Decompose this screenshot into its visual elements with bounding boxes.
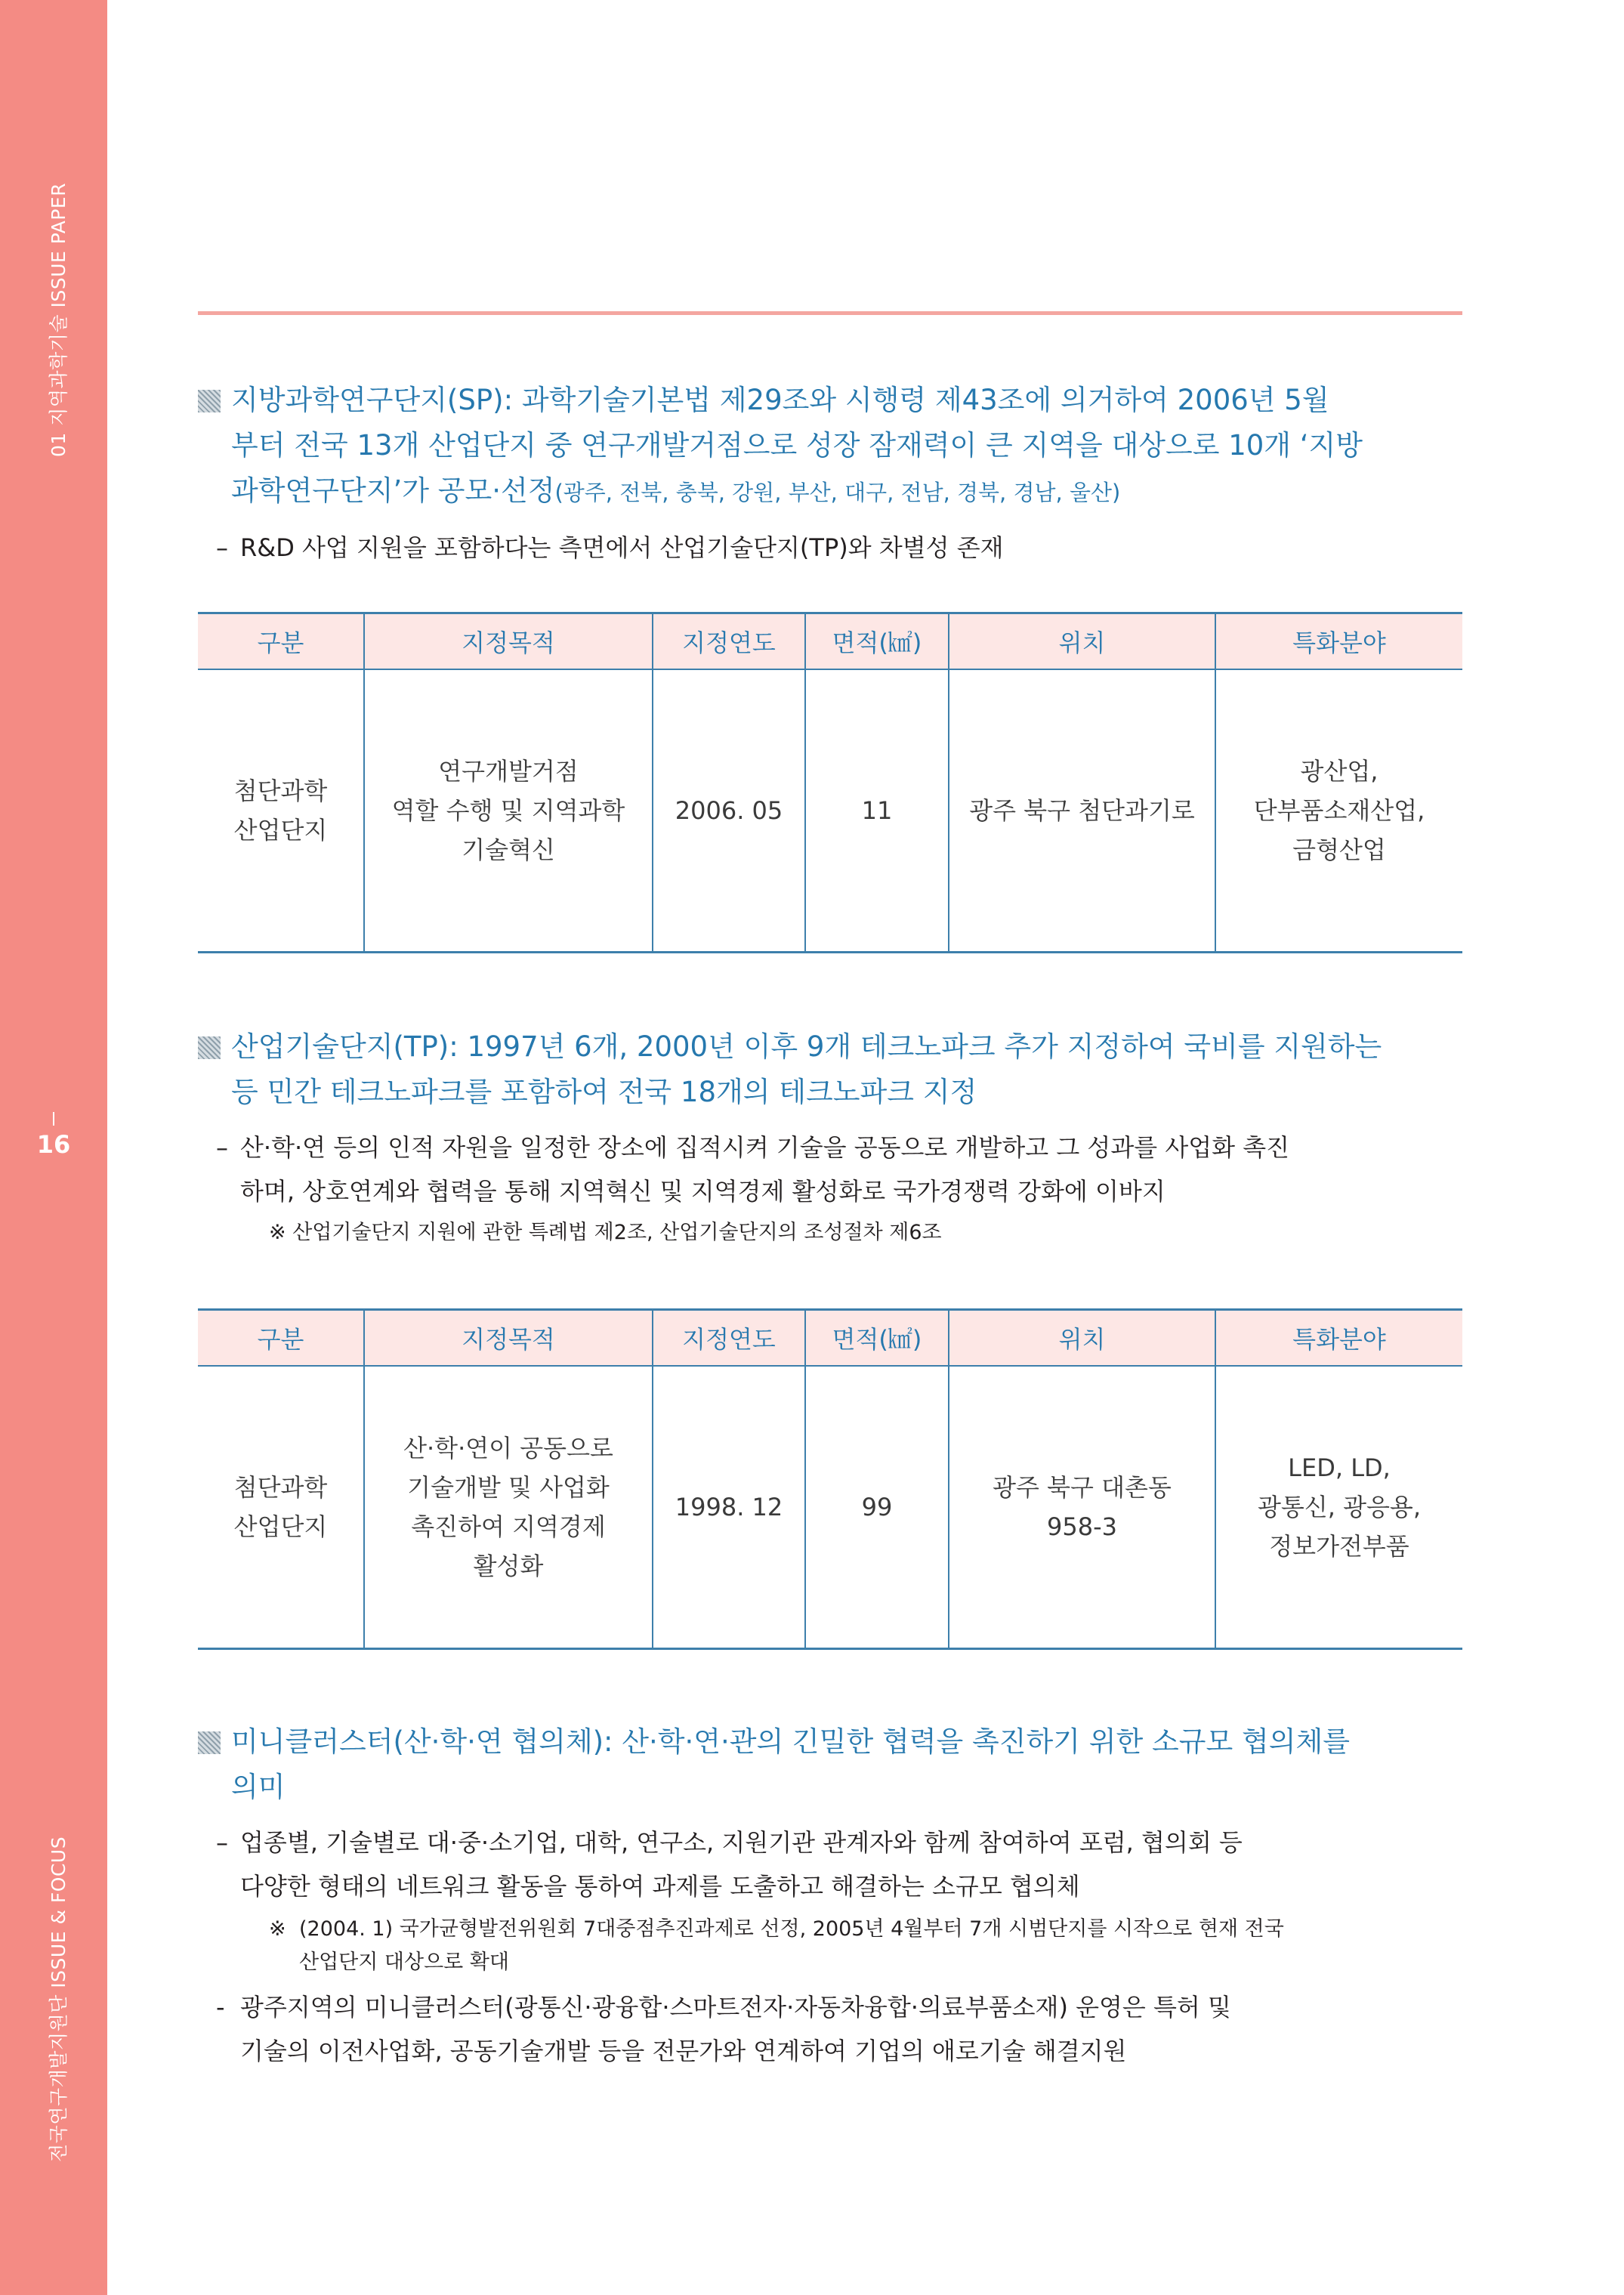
page-number: 16 xyxy=(36,1130,71,1159)
top-divider xyxy=(198,311,1462,315)
sidebar-bottom-label: 전국연구개발지원단 ISSUE & FOCUS xyxy=(48,1836,69,2162)
item-line: 광주지역의 미니클러스터(광통신·광융합·스마트전자·자동차융합·의료부품소재) 운영은 특허 및 xyxy=(240,1993,1231,2022)
section-tp-heading xyxy=(198,1024,1474,1115)
table-row xyxy=(198,1366,1462,1648)
note-line: (2004. 1) 국가균형발전위원회 7대중점추진과제로 선정, 2005년 4월부터 7개 시범단지를 시작으로 현재 전국 xyxy=(299,1917,1284,1941)
table-header: 구분 xyxy=(198,613,364,670)
cell-line: 산업단지 xyxy=(233,815,328,845)
section-tp xyxy=(198,1024,1474,1249)
section-tp-note xyxy=(198,1216,1474,1249)
section-sp-item xyxy=(198,526,1474,570)
cell-line: 첨단과학 xyxy=(233,776,328,805)
cell-line: 산·학·연이 공동으로 xyxy=(403,1433,613,1463)
table-header: 면적(㎢) xyxy=(805,613,949,670)
cell-location xyxy=(949,669,1215,952)
section-minicluster xyxy=(198,1719,1474,2073)
item-line: 다양한 형태의 네트워크 활동을 통하여 과제를 도출하고 해결하는 소규모 협의체 xyxy=(240,1872,1080,1901)
table-header: 지정목적 xyxy=(364,1310,653,1367)
page-number-tick xyxy=(53,1112,54,1126)
cell-line: 광주 북구 대촌동 xyxy=(993,1472,1172,1502)
cell-line: 금형산업 xyxy=(1292,835,1386,864)
section-minicluster-item xyxy=(198,1821,1474,1908)
item-line: 산·학·연 등의 인적 자원을 일정한 장소에 집적시켜 기술을 공동으로 개발하고 그 성과를 사업화 촉진 xyxy=(240,1133,1290,1162)
square-bullet-icon xyxy=(198,390,221,412)
cell-line: 촉진하여 지역경제 xyxy=(411,1512,606,1541)
section-tp-item xyxy=(198,1126,1474,1213)
cell-line: 연구개발거점 xyxy=(438,756,579,786)
cell-line: 산업단지 xyxy=(233,1512,328,1541)
square-bullet-icon xyxy=(198,1036,221,1059)
table-header: 면적(㎢) xyxy=(805,1310,949,1367)
table-header: 지정연도 xyxy=(653,1310,805,1367)
table-header: 지정목적 xyxy=(364,613,653,670)
table-header: 구분 xyxy=(198,1310,364,1367)
cell-purpose xyxy=(364,669,653,952)
dash-marker: – xyxy=(216,1828,228,1857)
cell-year: 2006. 05 xyxy=(653,669,805,952)
cell-field xyxy=(1215,669,1462,952)
cell-category xyxy=(198,669,364,952)
cell-line: 역할 수행 및 지역과학 xyxy=(391,795,625,825)
heading-line: 지방과학연구단지(SP): 과학기술기본법 제29조와 시행령 제43조에 의거하여 2006년 5월 xyxy=(231,384,1329,416)
table-row xyxy=(198,669,1462,952)
item-line: 기술의 이전사업화, 공동기술개발 등을 전문가와 연계하여 기업의 애로기술 해결지원 xyxy=(240,2037,1127,2065)
note-text: ※ 산업기술단지 지원에 관한 특례법 제2조, 산업기술단지의 조성절차 제6조 xyxy=(269,1221,942,1244)
item-text: R&D 사업 지원을 포함하다는 측면에서 산업기술단지(TP)와 차별성 존재 xyxy=(240,533,1004,562)
cell-category xyxy=(198,1366,364,1648)
heading-line: 미니클러스터(산·학·연 협의체): 산·학·연·관의 긴밀한 협력을 촉진하기 위한 소규모 협의체를 xyxy=(231,1725,1350,1758)
item-line: 업종별, 기술별로 대·중·소기업, 대학, 연구소, 지원기관 관계자와 함께 참여하여 포럼, 협의회 등 xyxy=(240,1828,1243,1857)
table-header: 특화분야 xyxy=(1215,1310,1462,1367)
table-sp xyxy=(198,612,1462,953)
cell-line: 광산업, xyxy=(1300,756,1379,786)
cell-line: LED, LD, xyxy=(1288,1453,1391,1482)
table-header: 특화분야 xyxy=(1215,613,1462,670)
cell-line: 정보가전부품 xyxy=(1269,1531,1409,1561)
heading-line: 과학연구단지’가 공모·선정 xyxy=(231,474,555,507)
item-line: 하며, 상호연계와 협력을 통해 지역혁신 및 지역경제 활성화로 국가경쟁력 강화에 이바지 xyxy=(240,1177,1166,1206)
heading-region-list: (광주, 전북, 충북, 강원, 부산, 대구, 전남, 경북, 경남, 울산) xyxy=(554,480,1121,505)
section-minicluster-heading xyxy=(198,1719,1474,1810)
dash-marker: – xyxy=(216,533,228,562)
cell-line: 활성화 xyxy=(473,1551,544,1580)
cell-purpose xyxy=(364,1366,653,1648)
heading-line: 등 민간 테크노파크를 포함하여 전국 18개의 테크노파크 지정 xyxy=(231,1076,977,1108)
table-header: 지정연도 xyxy=(653,613,805,670)
note-line: 산업단지 대상으로 확대 xyxy=(299,1951,509,1974)
heading-line: 산업기술단지(TP): 1997년 6개, 2000년 이후 9개 테크노파크 추가 지정하여 국비를 지원하는 xyxy=(231,1030,1382,1063)
cell-year: 1998. 12 xyxy=(653,1366,805,1648)
section-sp-heading xyxy=(198,378,1474,515)
cell-line: 단부품소재산업, xyxy=(1253,795,1425,825)
section-minicluster-item xyxy=(198,1985,1474,2073)
heading-line: 의미 xyxy=(231,1771,286,1803)
cell-line: 광통신, 광응용, xyxy=(1258,1492,1421,1521)
sidebar-top-label: 01 지역과학기술 ISSUE PAPER xyxy=(48,182,69,457)
heading-line: 부터 전국 13개 산업단지 중 연구개발거점으로 성장 잠재력이 큰 지역을 대상으로 10개 ‘지방 xyxy=(231,429,1363,462)
note-mark: ※ xyxy=(269,1917,286,1941)
table-tp xyxy=(198,1308,1462,1650)
section-minicluster-note xyxy=(198,1913,1474,1979)
cell-area: 99 xyxy=(805,1366,949,1648)
square-bullet-icon xyxy=(198,1731,221,1754)
cell-line: 광주 북구 첨단과기로 xyxy=(969,795,1195,825)
dash-marker: - xyxy=(216,1993,225,2022)
table-header: 위치 xyxy=(949,1310,1215,1367)
cell-line: 958-3 xyxy=(1047,1512,1117,1541)
cell-area: 11 xyxy=(805,669,949,952)
cell-line: 기술혁신 xyxy=(462,835,555,864)
cell-location xyxy=(949,1366,1215,1648)
table-header: 위치 xyxy=(949,613,1215,670)
cell-field xyxy=(1215,1366,1462,1648)
cell-line: 기술개발 및 사업화 xyxy=(407,1472,610,1502)
cell-line: 첨단과학 xyxy=(233,1472,328,1502)
dash-marker: – xyxy=(216,1133,228,1162)
section-sp xyxy=(198,378,1474,570)
